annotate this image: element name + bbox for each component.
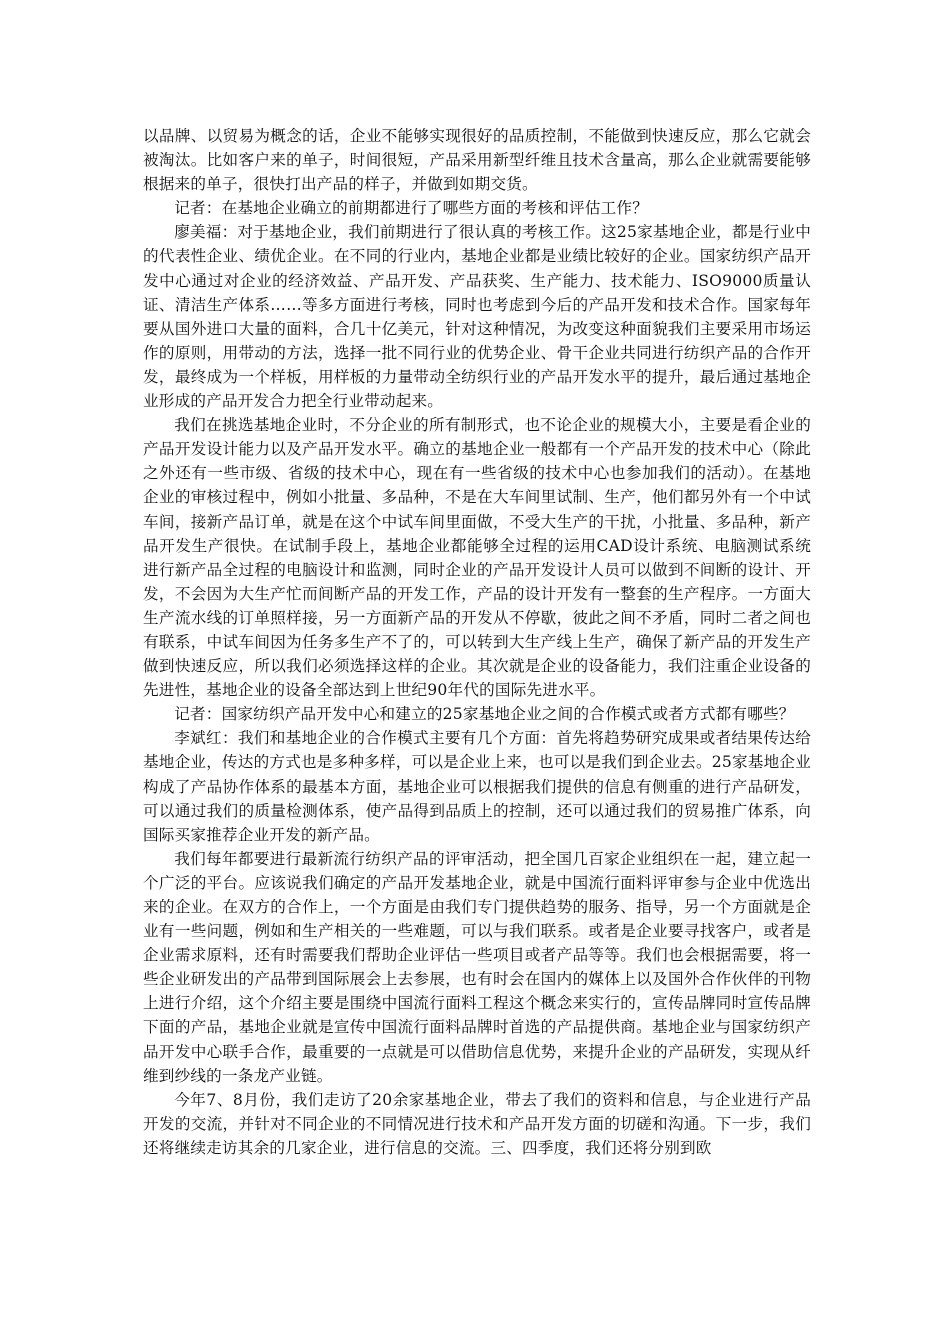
paragraph-liao-answer: 廖美福：对于基地企业，我们前期进行了很认真的考核工作。这25家基地企业，都是行业中的代表性企业、绩优企业。在不同的行业内，基地企业都是业绩比较好的企业。国家纺织产品开发中心通过对企业的经济效益、产品开发、产品获奖、生产能力、技术能力、ISO9000质量认证、清洁生产体系……等多方面进行考核，同时也考虑到今后的产品开发和技术合作。国家每年要从国外进口大量的面料，合几十亿美元，针对这种情况，为改变这种面貌我们主要采用市场运作的原则，用带动的方法，选择一批不同行业的优势企业、骨干企业共同进行纺织产品的合作开发，最终成为一个样板，用样板的力量带动全纺织行业的产品开发水平的提升，最后通过基地企业形成的产品开发合力把全行业带动起来。 (143, 223, 811, 411)
paragraph-visits: 今年7、8月份，我们走访了20余家基地企业，带去了我们的资料和信息，与企业进行产品开发的交流，并针对不同企业的不同情况进行技术和产品开发方面的切磋和沟通。下一步，我们还将继续走访其余的几家企业，进行信息的交流。三、四季度，我们还将分别到欧 (143, 1090, 811, 1157)
article-body (143, 124, 811, 1160)
paragraph-annual-review: 我们每年都要进行最新流行纺织产品的评审活动，把全国几百家企业组织在一起，建立起一个广泛的平台。应该说我们确定的产品开发基地企业，就是中国流行面料评审参与企业中优选出来的企业。在双方的合作上，一个方面是由我们专门提供趋势的服务、指导，另一个方面就是企业有一些问题，例如和生产相关的一些难题，可以与我们联系。或者是企业要寻找客户，或者是企业需求原料，还有时需要我们帮助企业评估一些项目或者产品等等。我们也会根据需要，将一些企业研发出的产品带到国际展会上去参展，也有时会在国内的媒体上以及国外合作伙伴的刊物上进行介绍，这个介绍主要是围绕中国流行面料工程这个概念来实行的，宣传品牌同时宣传品牌下面的产品，基地企业就是宣传中国流行面料品牌时首选的产品提供商。基地企业与国家纺织产品开发中心联手合作，最重要的一点就是可以借助信息优势，来提升企业的产品研发，实现从纤维到纱线的一条龙产业链。 (143, 849, 811, 1085)
paragraph-continuation: 以品牌、以贸易为概念的话，企业不能够实现很好的品质控制，不能做到快速反应，那么它就会被淘汰。比如客户来的单子，时间很短，产品采用新型纤维且技术含量高，那么企业就需要能够根据来的单子，很快打出产品的样子，并做到如期交货。 (143, 127, 811, 194)
paragraph-li-answer: 李斌红：我们和基地企业的合作模式主要有几个方面：首先将趋势研究成果或者结果传达给基地企业，传达的方式也是多种多样，可以是企业上来，也可以是我们到企业去。25家基地企业构成了产品协作体系的最基本方面，基地企业可以根据我们提供的信息有侧重的进行产品研发，可以通过我们的质量检测体系，使产品得到品质上的控制，还可以通过我们的贸易推广体系，向国际买家推荐企业开发的新产品。 (143, 729, 811, 844)
paragraph-reporter-question-1: 记者：在基地企业确立的前期都进行了哪些方面的考核和评估工作？ (174, 199, 649, 218)
paragraph-reporter-question-2: 记者：国家纺织产品开发中心和建立的25家基地企业之间的合作模式或者方式都有哪些？ (174, 705, 795, 724)
paragraph-selection-criteria: 我们在挑选基地企业时，不分企业的所有制形式，也不论企业的规模大小，主要是看企业的产品开发设计能力以及产品开发水平。确立的基地企业一般都有一个产品开发的技术中心（除此之外还有一些市级、省级的技术中心，现在有一些省级的技术中心也参加我们的活动）。在基地企业的审核过程中，例如小批量、多品种，不是在大车间里试制、生产，他们都另外有一个中试车间，接新产品订单，就是在这个中试车间里面做，不受大生产的干扰，小批量、多品种，新产品开发生产很快。在试制手段上，基地企业都能够全过程的运用CAD设计系统、电脑测试系统进行新产品全过程的电脑设计和监测，同时企业的产品开发设计人员可以做到不间断的设计、开发，不会因为大生产忙而间断产品的开发工作，产品的设计开发有一整套的生产程序。一方面大生产流水线的订单照样接，另一方面新产品的开发从不停歇，彼此之间不矛盾，同时二者之间也有联系，中试车间因为任务多生产不了的，可以转到大生产线上生产，确保了新产品的开发生产做到快速反应，所以我们必须选择这样的企业。其次就是企业的设备能力，我们注重企业设备的先进性，基地企业的设备全部达到上世纪90年代的国际先进水平。 (143, 416, 811, 700)
